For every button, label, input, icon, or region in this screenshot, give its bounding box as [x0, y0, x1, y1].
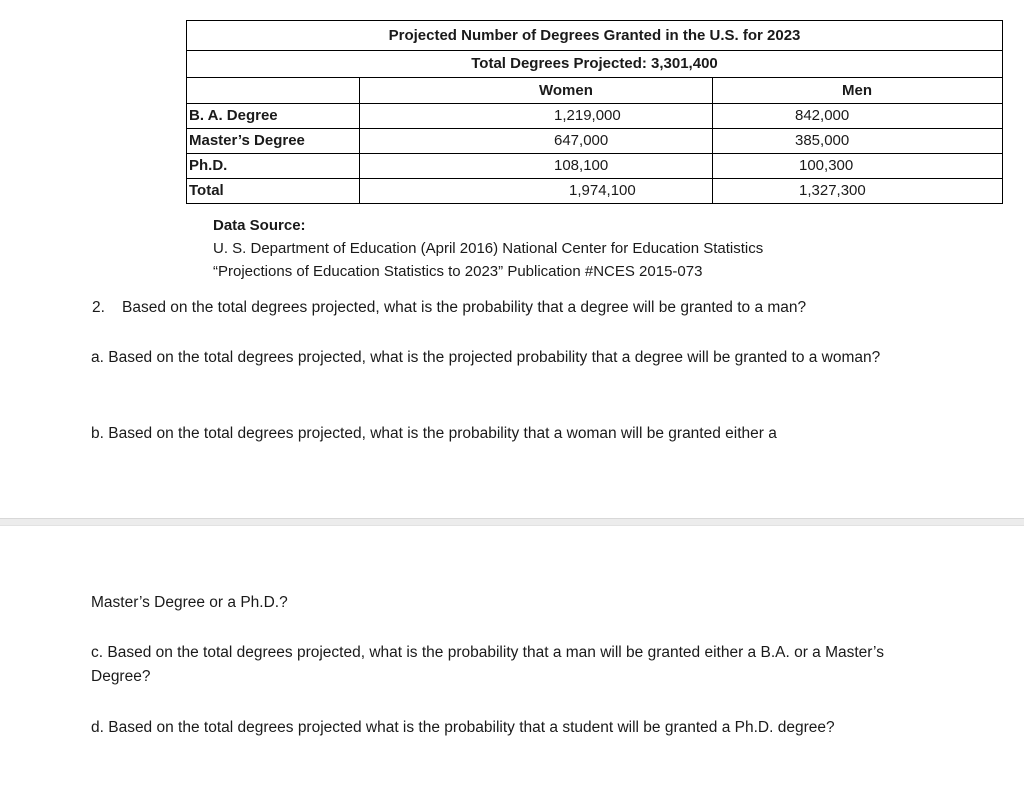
table-title-row: [187, 21, 1003, 51]
table-row: [187, 154, 1003, 179]
row-label-total: Total: [187, 179, 360, 204]
question-b-part-1: b. Based on the total degrees projected, what is the probability that a woman will be granted either a: [91, 425, 777, 442]
question-b-part-2: Master’s Degree or a Ph.D.?: [91, 594, 288, 611]
table-header-row: [187, 78, 1003, 104]
question-2-number: 2.: [92, 299, 105, 316]
row-label-ba: B. A. Degree: [187, 104, 360, 129]
table-row: [187, 104, 1003, 129]
table-row: [187, 179, 1003, 204]
header-empty-cell: [187, 78, 360, 104]
table-row: [187, 129, 1003, 154]
question-a: a. Based on the total degrees projected, what is the projected probability that a degree will be granted to a woman?: [91, 349, 881, 366]
total-projected: Total Degrees Projected: 3,301,400: [187, 51, 1003, 78]
cell-women-ba: 1,219,000: [360, 104, 713, 129]
cell-men-phd: 100,300: [713, 154, 1003, 179]
cell-men-ba: 842,000: [713, 104, 1003, 129]
row-label-phd: Ph.D.: [187, 154, 360, 179]
row-label-masters: Master’s Degree: [187, 129, 360, 154]
data-source-title: Data Source:: [213, 217, 306, 234]
cell-men-total: 1,327,300: [713, 179, 1003, 204]
degrees-table: [186, 20, 1003, 204]
header-women: Women: [360, 78, 713, 104]
data-source-line-2: “Projections of Education Statistics to 2023” Publication #NCES 2015-073: [213, 263, 703, 280]
cell-women-masters: 647,000: [360, 129, 713, 154]
page-break: [0, 518, 1024, 526]
cell-women-phd: 108,100: [360, 154, 713, 179]
table-total-projected-row: [187, 51, 1003, 78]
question-d: d. Based on the total degrees projected what is the probability that a student will be granted a Ph.D. degree?: [91, 719, 835, 736]
cell-women-total: 1,974,100: [360, 179, 713, 204]
question-2-text: Based on the total degrees projected, what is the probability that a degree will be granted to a man?: [122, 299, 807, 316]
question-c: c. Based on the total degrees projected, what is the probability that a man will be granted either a B.A. or a Master’s Degree?: [91, 644, 884, 685]
data-source-line-1: U. S. Department of Education (April 2016) National Center for Education Statistics: [213, 240, 764, 257]
question-2: [92, 296, 806, 320]
table-title: Projected Number of Degrees Granted in the U.S. for 2023: [187, 21, 1003, 51]
header-men: Men: [713, 78, 1003, 104]
data-source: [213, 214, 763, 283]
cell-men-masters: 385,000: [713, 129, 1003, 154]
